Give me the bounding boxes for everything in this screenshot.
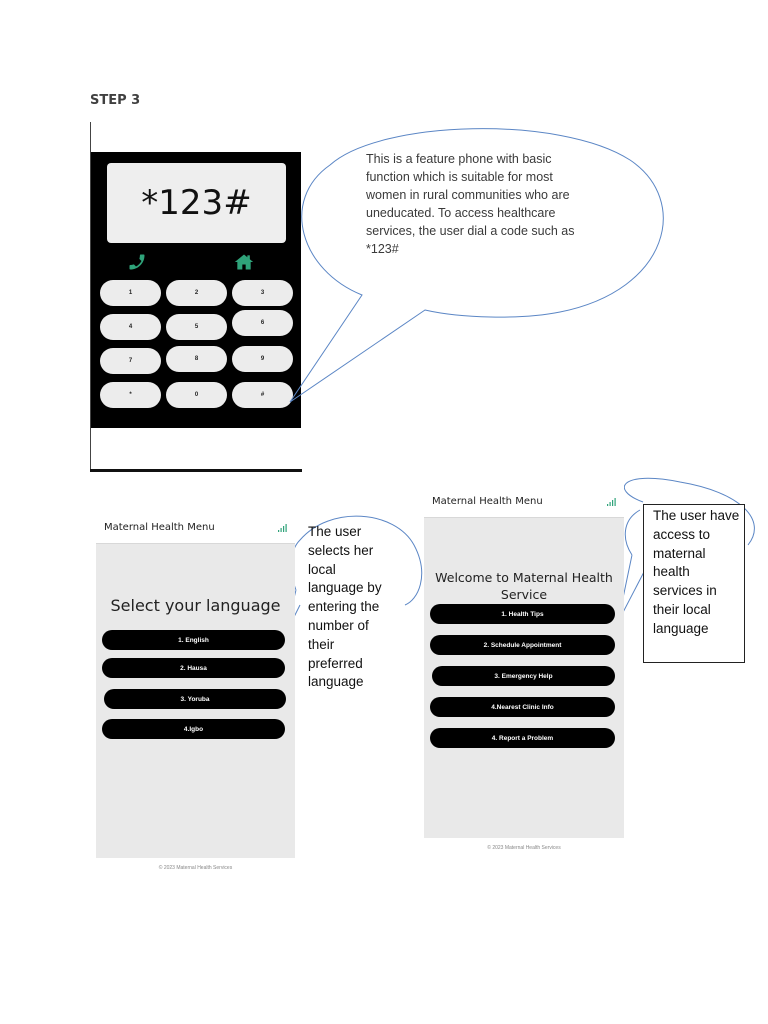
key-star[interactable]: *	[100, 382, 161, 408]
menu-option-emergency-help[interactable]: 3. Emergency Help	[432, 666, 615, 686]
key-6[interactable]: 6	[232, 310, 293, 336]
key-0[interactable]: 0	[166, 382, 227, 408]
key-8[interactable]: 8	[166, 346, 227, 372]
phone-call-icon[interactable]	[127, 252, 147, 272]
language-callout-text: The user selects her local language by entering the number of their preferred language	[308, 524, 382, 690]
step-title: STEP 3	[90, 93, 141, 108]
key-3[interactable]: 3	[232, 280, 293, 306]
menu-option-nearest-clinic[interactable]: 4.Nearest Clinic Info	[430, 697, 615, 717]
menu-option-health-tips[interactable]: 1. Health Tips	[430, 604, 615, 624]
welcome-title: Welcome to Maternal Health Service	[435, 570, 613, 602]
select-language-title: Select your language	[110, 596, 281, 615]
menu-callout-text: The user have access to maternal health services in their local language	[653, 508, 740, 636]
menu-option-schedule-appointment[interactable]: 2. Schedule Appointment	[430, 635, 615, 655]
phone-bottom-line	[90, 469, 302, 472]
menu-option-report-problem[interactable]: 4. Report a Problem	[430, 728, 615, 748]
signal-icon	[278, 524, 287, 532]
app-header-title: Maternal Health Menu	[104, 522, 215, 533]
key-5[interactable]: 5	[166, 314, 227, 340]
key-4[interactable]: 4	[100, 314, 161, 340]
signal-icon	[607, 498, 616, 506]
feature-phone	[91, 152, 301, 428]
language-option-hausa[interactable]: 2. Hausa	[102, 658, 285, 678]
key-7[interactable]: 7	[100, 348, 161, 374]
phone-display: *123#	[107, 163, 286, 243]
key-1[interactable]: 1	[100, 280, 161, 306]
phone-callout-text: This is a feature phone with basic function which is suitable for most women in rural communities who are uneducated. To access healthcare services, the user dial a code such as *123#	[366, 152, 575, 256]
key-9[interactable]: 9	[232, 346, 293, 372]
language-option-english[interactable]: 1. English	[102, 630, 285, 650]
app-header	[424, 486, 624, 518]
language-screen	[96, 512, 295, 858]
language-screen-footer: © 2023 Maternal Health Services	[158, 865, 233, 871]
app-header	[96, 512, 295, 544]
key-hash[interactable]: #	[232, 382, 293, 408]
home-icon[interactable]	[234, 253, 254, 271]
language-option-yoruba[interactable]: 3. Yoruba	[104, 689, 286, 709]
menu-screen-footer: © 2023 Maternal Health Services	[487, 845, 561, 851]
language-option-igbo[interactable]: 4.Igbo	[102, 719, 285, 739]
key-2[interactable]: 2	[166, 280, 227, 306]
menu-screen	[424, 486, 624, 838]
app-header-title: Maternal Health Menu	[432, 496, 543, 507]
